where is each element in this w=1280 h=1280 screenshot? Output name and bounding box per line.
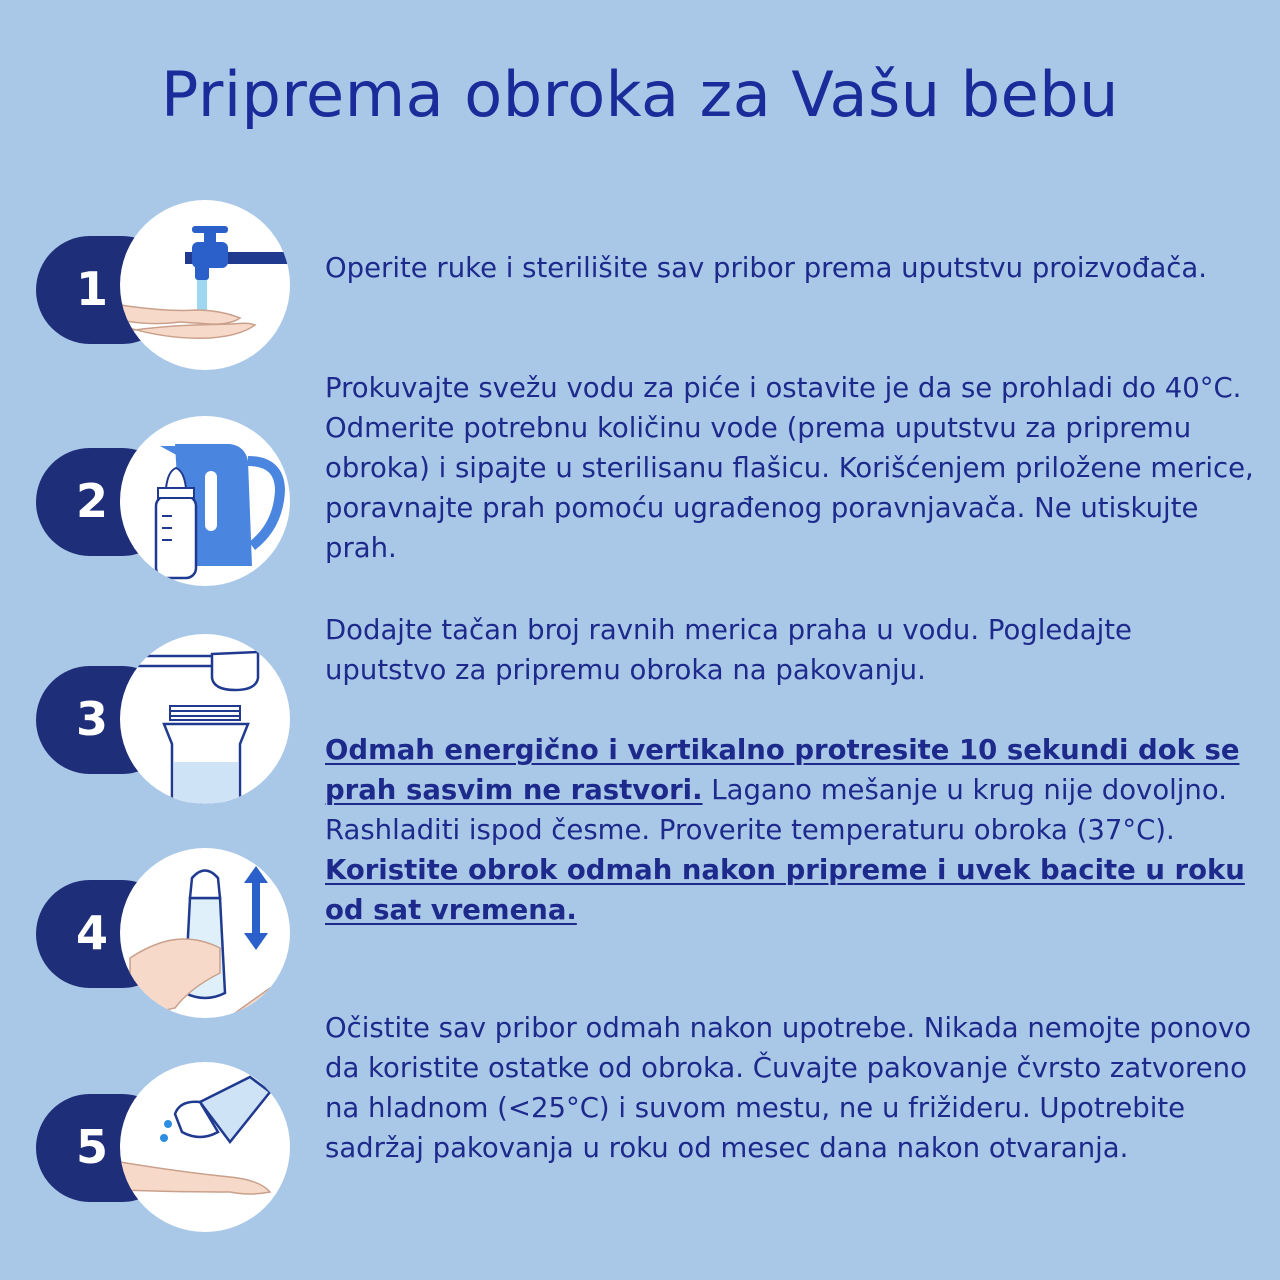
- cool-instruction: Rashladiti ispod česme. Proverite temperaturu obroka (37°C).: [325, 814, 1175, 846]
- step-3-shake-paragraph: [325, 730, 1255, 810]
- step-number: 3: [76, 692, 109, 746]
- step-5-text: [325, 1008, 1255, 1168]
- step-1-paragraph: Operite ruke i sterilišite sav pribor prema uputstvu proizvođača.: [325, 252, 1208, 284]
- hands-under-tap-icon: [120, 200, 290, 370]
- shake-instruction: Odmah energično i vertikalno protresite 10 sekundi dok se prah sasvim ne rastvori.: [325, 734, 1240, 806]
- kettle-and-bottle-icon: [120, 416, 290, 586]
- step-number: 4: [76, 906, 109, 960]
- step-3-text: [325, 610, 1255, 930]
- step-2-text: [325, 368, 1255, 568]
- use-immediately-warning: Koristite obrok odmah nakon pripreme i uvek bacite u roku od sat vremena.: [325, 854, 1245, 926]
- step-number: 2: [76, 474, 109, 528]
- step-2-paragraph: Prokuvajte svežu vodu za piće i ostavite je da se prohladi do 40°C. Odmerite potrebnu količinu vode (prema uputstvu za pripremu obroka) i sipajte u sterilisanu flašicu. Korišćenjem priložene merice, poravnajte prah pomoću ugrađenog poravnjavača. Ne utiskujte prah.: [325, 372, 1254, 564]
- bottle-drops-on-wrist-icon: [120, 1062, 290, 1232]
- page-title: Priprema obroka za Vašu bebu: [161, 58, 1119, 131]
- shake-note: Lagano mešanje u krug nije dovoljno.: [702, 774, 1227, 806]
- step-1-text: [325, 248, 1255, 288]
- step-number: 5: [76, 1120, 109, 1174]
- scoop-and-bottle-icon: [120, 634, 290, 804]
- shaking-bottle-icon: [120, 848, 290, 1018]
- step-4-paragraph: [325, 810, 1255, 930]
- step-3-paragraph: Dodajte tačan broj ravnih merica praha u vodu. Pogledajte uputstvo za pripremu obroka na pakovanju.: [325, 614, 1132, 686]
- step-5-paragraph: Očistite sav pribor odmah nakon upotrebe. Nikada nemojte ponovo da koristite ostatke od obroka. Čuvajte pakovanje čvrsto zatvoreno na hladnom (<25°C) i suvom mestu, ne u frižideru. Upotrebite sadržaj pakovanja u roku od mesec dana nakon otvaranja.: [325, 1012, 1252, 1164]
- step-number: 1: [76, 262, 109, 316]
